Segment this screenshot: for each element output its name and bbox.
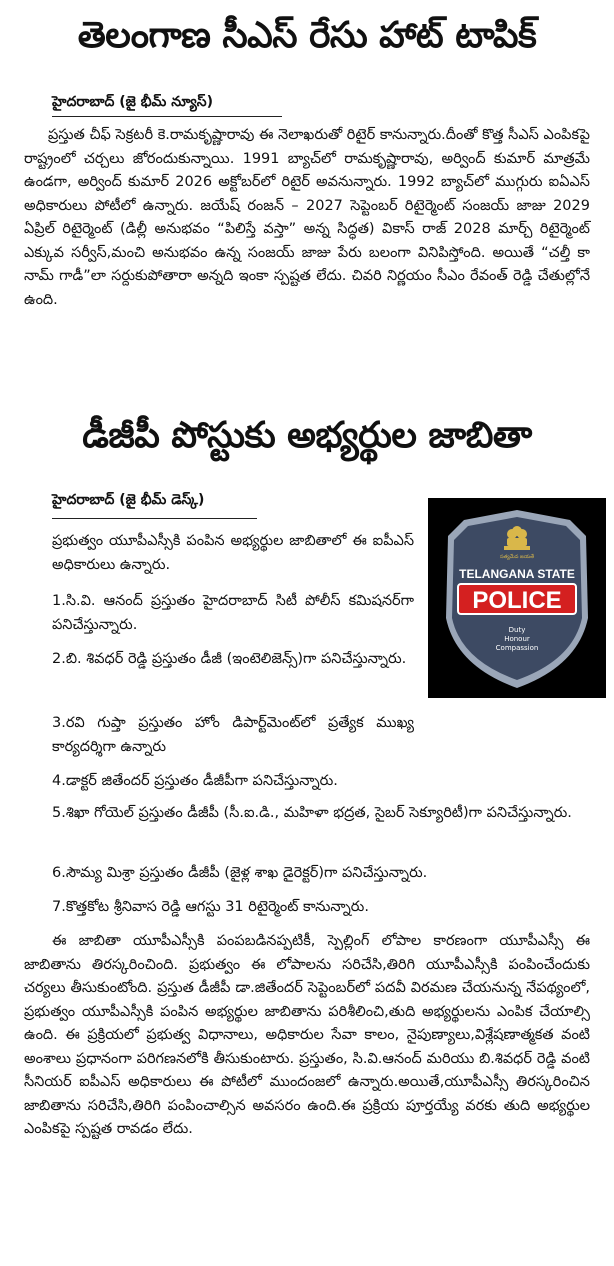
byline-dgp-list: హైదరాబాద్ (జై భీమ్ డెస్క్) <box>52 492 205 508</box>
candidate-item: 6.సౌమ్య మిశ్రా ప్రస్తుతం డీజీపీ (జైళ్ల శాఖ డైరెక్టర్)గా పనిచేస్తున్నారు. <box>52 865 428 881</box>
byline-underline <box>52 116 282 117</box>
logo-state-text: TELANGANA STATE <box>459 567 575 581</box>
candidate-item: 4.డాక్టర్ జితేందర్ ప్రస్తుతం డీజీపీగా పనిచేస్తున్నారు. <box>52 773 338 789</box>
headline-dgp-list: డీజీపీ పోస్టుకు అభ్యర్థుల జాబితా <box>82 415 532 456</box>
candidate-item: 2.బి. శివధర్ రెడ్డి ప్రస్తుతం డీజీ (ఇంటెలిజెన్స్)గా పనిచేస్తున్నారు. <box>52 651 407 667</box>
article-intro-dgp-list: ప్రభుత్వం యూపీఎస్సీకి పంపిన అభ్యర్థుల జాబితాలో ఈ ఐపీఎస్ అధికారులు ఉన్నారు. <box>52 533 414 573</box>
article-body-cs-race: ప్రస్తుత చీఫ్ సెక్రటరీ కె.రామకృష్ణారావు ఈ నెలాఖరుతో రిటైర్ కానున్నారు.దీంతో కొత్త సీఎస్ ఎంపికపై రాష్ట్రంలో చర్చలు జోరందుకున్నాయి. 1991 బ్యాచ్‌లో రామకృష్ణారావు, అర్వింద్ కుమార్ మాత్రమే ఉండగా, అర్వింద్ కుమార్ 2026 అక్టోబర్‌లో రిటైర్ అవనున్నారు. 1992 బ్యాచ్‌లో ముగ్గురు ఐఏఎస్ అధికారులు పోటీలో ఉన్నారు. జయేష్ రంజన్ – 2027 సెప్టెంబర్ రిటైర్మెంట్ సంజయ్ జాజు 2029 ఏప్రిల్ రిటైర్మెంట్ (డిల్లీ అనుభవం “పిలిస్తే వస్తా” అన్న సిద్ధత) వికాస్ రాజ్ 2028 మార్చ్ రిటైర్మెంట్ ఎక్కువ సర్వీస్,మంచి అనుభవం ఉన్న సంజయ్ జాజు పేరు బలంగా వినిపిస్తోంది. అయితే “చల్తీ కా నామ్ గాడీ”లా సర్దుకుపోతారా అన్నది ఇంకా స్పష్టత లేదు. చివరి నిర్ణయం సీఎం రేవంత్ రెడ్డి చేతుల్లోనే ఉంది. <box>24 127 590 308</box>
candidate-item: 3.రవి గుప్తా ప్రస్తుతం హోం డిపార్ట్‌మెంట్‌లో ప్రత్యేక ముఖ్య కార్యదర్శిగా ఉన్నారు <box>52 715 414 755</box>
candidate-item: 7.కొత్తకోట శ్రీనివాస రెడ్డి ఆగస్టు 31 రిటైర్మెంట్ కానున్నారు. <box>52 899 369 915</box>
byline-underline <box>52 518 257 519</box>
headline-cs-race: తెలంగాణ సీఎస్ రేసు హాట్ టాపిక్ <box>77 15 537 56</box>
article-body-dgp-list: ఈ జాబితా యూపీఎస్సీకి పంపబడినప్పటికీ, స్పెల్లింగ్ లోపాల కారణంగా యూపీఎస్సీ ఈ జాబితాను తిరస్కరించింది. ప్రభుత్వం ఈ లోపాలను సరిచేసి,తిరిగి యూపీఎస్సీకి పంపించేందుకు చర్యలు తీసుకుంటోంది. ప్రస్తుత డీజీపీ డా.జితేందర్ సెప్టెంబర్‌లో పదవీ విరమణ చేయనున్న నేపథ్యంలో, ప్రభుత్వం యూపీఎస్సీకి పంపిన అభ్యర్థుల జాబితాను పరిశీలించి,తుది అభ్యర్థులను ఎంపిక చేయాల్సి ఉంది. ఈ ప్రక్రియలో ప్రభుత్వ విధానాలు, అధికారుల సేవా కాలం, నైపుణ్యాలు,విశ్లేషణాత్మకత వంటి అంశాలు ప్రధానంగా పరిగణనలోకి తీసుకుంటారు. ప్రస్తుతం, సి.వి.ఆనంద్ మరియు బి.శివధర్ రెడ్డి వంటి సీనియర్ ఐపీఎస్ అధికారులు ఈ పోటీలో ముందంజలో ఉన్నారు.అయితే,యూపీఎస్సీ తిరస్కరించిన జాబితాను సరిచేసి,తిరిగి పంపించాల్సిన అవసరం ఉంది.ఈ ప్రక్రియ పూర్తయ్యే వరకు తుది అభ్యర్థుల ఎంపికపై స్పష్టత రావడం లేదు. <box>24 933 590 1137</box>
logo-motto-line: Compassion <box>495 644 539 652</box>
candidate-item: 1.సి.వి. ఆనంద్ ప్రస్తుతం హైదరాబాద్ సిటీ పోలీస్ కమిషనర్‌గా పనిచేస్తున్నారు. <box>52 593 414 633</box>
logo-police-text: POLICE <box>472 587 562 614</box>
candidate-item: 5.శిఖా గోయెల్ ప్రస్తుతం డీజీపీ (సీ.ఐ.డి., మహిళా భద్రత, సైబర్ సెక్యూరిటీ)గా పనిచేస్తున్నారు. <box>52 805 572 821</box>
telangana-police-logo <box>428 498 606 698</box>
logo-motto-line: Honour <box>504 635 530 643</box>
police-shield-icon <box>428 498 606 698</box>
emblem-motto: సత్యమేవ జయతే <box>499 554 535 560</box>
byline-cs-race: హైదరాబాద్ (జై భీమ్ న్యూస్) <box>52 94 214 110</box>
logo-motto-line: Duty <box>508 626 526 634</box>
